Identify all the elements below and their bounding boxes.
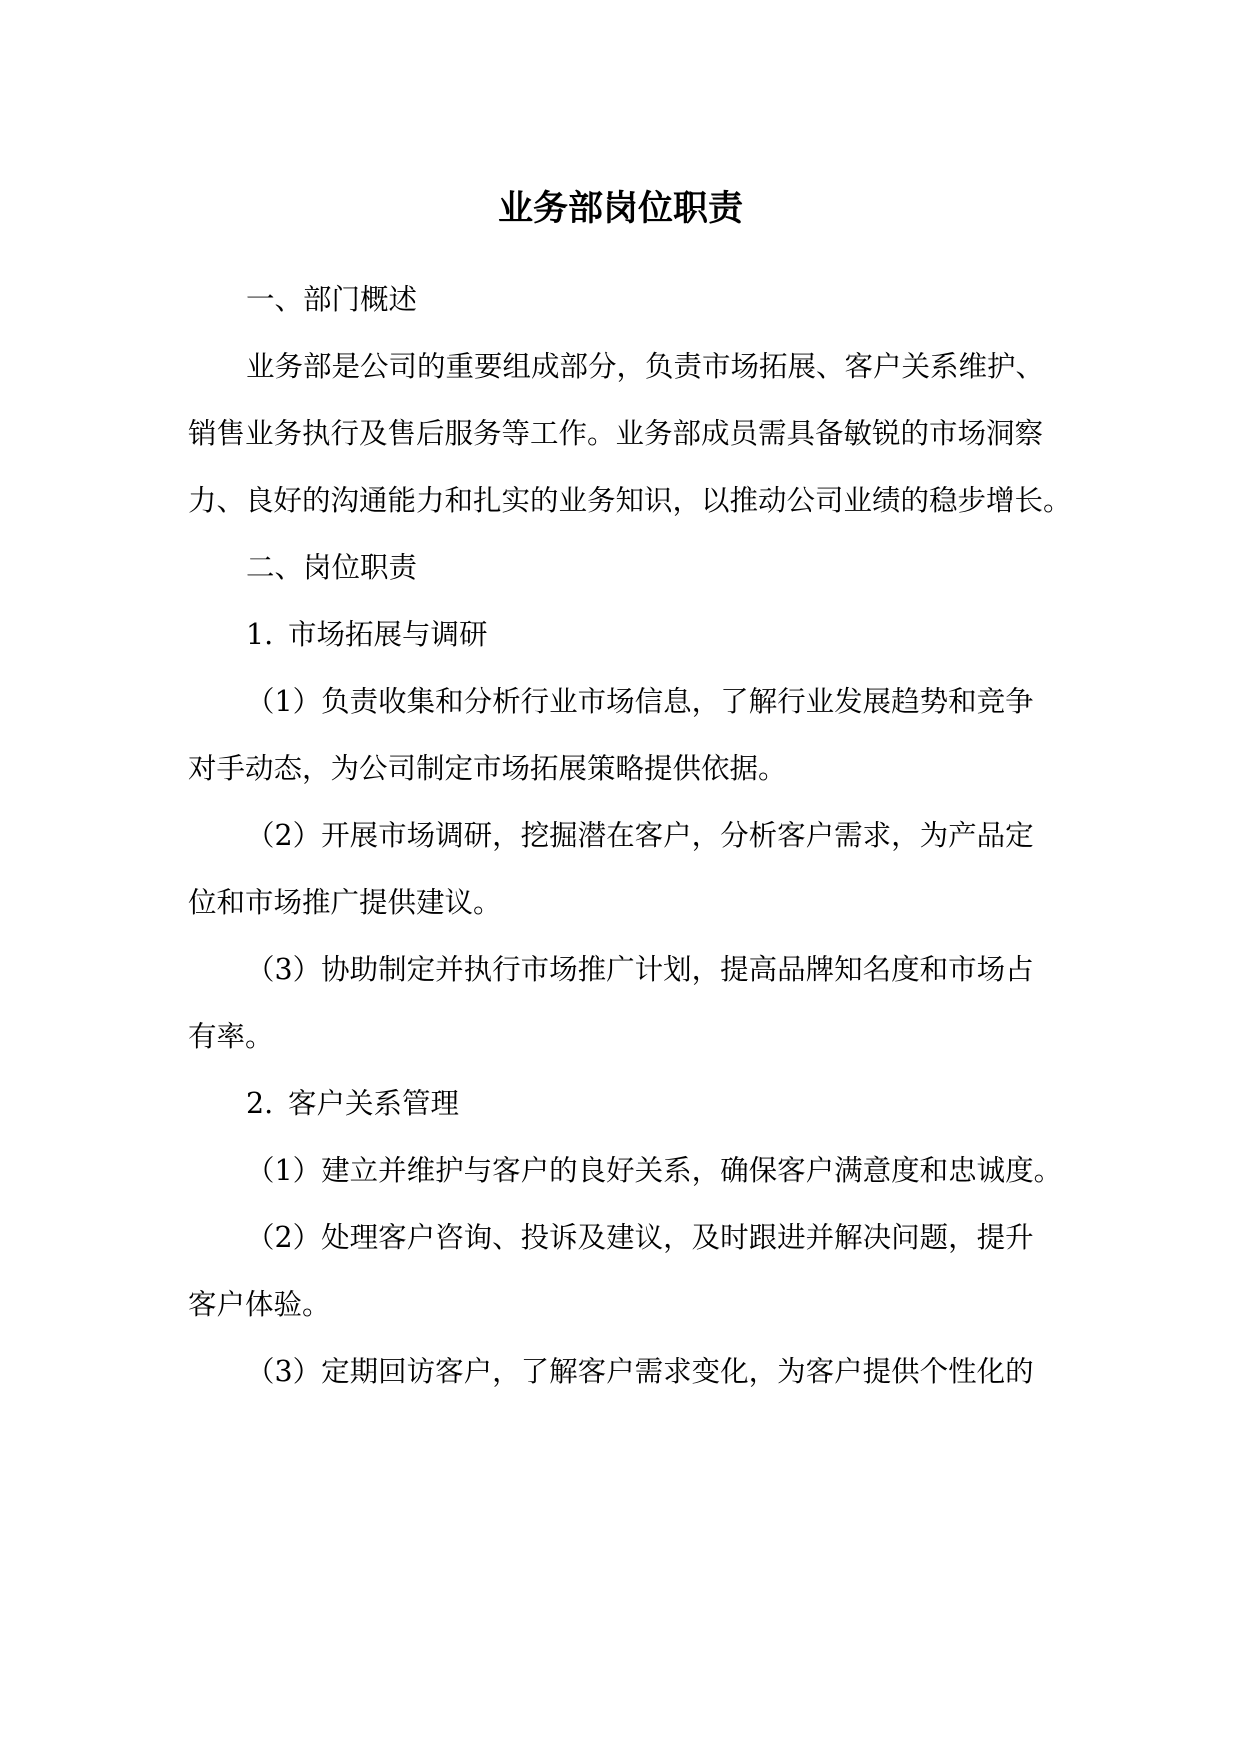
- duty-item-line: （3）协助制定并执行市场推广计划，提高品牌知名度和市场占: [246, 953, 1034, 986]
- subsection-heading-customer: [246, 1084, 1068, 1124]
- duty-item-line: （1）负责收集和分析行业市场信息，了解行业发展趋势和竞争: [246, 685, 1034, 718]
- duty-item-line: 客户体验。: [188, 1288, 331, 1321]
- duty-item-line: （2）处理客户咨询、投诉及建议，及时跟进并解决问题，提升: [246, 1221, 1034, 1254]
- subsection-number: 1.: [246, 618, 274, 651]
- duty-item-line: 有率。: [188, 1020, 274, 1053]
- subsection-title: 客户关系管理: [288, 1087, 460, 1120]
- section-heading-overview: 一、部门概述: [246, 283, 418, 316]
- duty-item-line: 位和市场推广提供建议。: [188, 886, 502, 919]
- subsection-heading-market: [246, 615, 1068, 655]
- paragraph-line: 销售业务执行及售后服务等工作。业务部成员需具备敏锐的市场洞察: [188, 417, 1044, 450]
- duty-item-line: 对手动态，为公司制定市场拓展策略提供依据。: [188, 752, 787, 785]
- section-heading-duties: 二、岗位职责: [246, 551, 418, 584]
- paragraph-line: 力、良好的沟通能力和扎实的业务知识，以推动公司业绩的稳步增长。: [188, 484, 1072, 517]
- duty-item-line: （1）建立并维护与客户的良好关系，确保客户满意度和忠诚度。: [246, 1154, 1063, 1187]
- duty-item-line: （2）开展市场调研，挖掘潜在客户，分析客户需求，为产品定: [246, 819, 1034, 852]
- duty-item-line: （3）定期回访客户，了解客户需求变化，为客户提供个性化的: [246, 1355, 1034, 1388]
- document-title: 业务部岗位职责: [497, 188, 743, 229]
- subsection-title: 市场拓展与调研: [288, 618, 488, 651]
- subsection-number: 2.: [246, 1087, 274, 1120]
- paragraph-line: 业务部是公司的重要组成部分，负责市场拓展、客户关系维护、: [246, 350, 1045, 383]
